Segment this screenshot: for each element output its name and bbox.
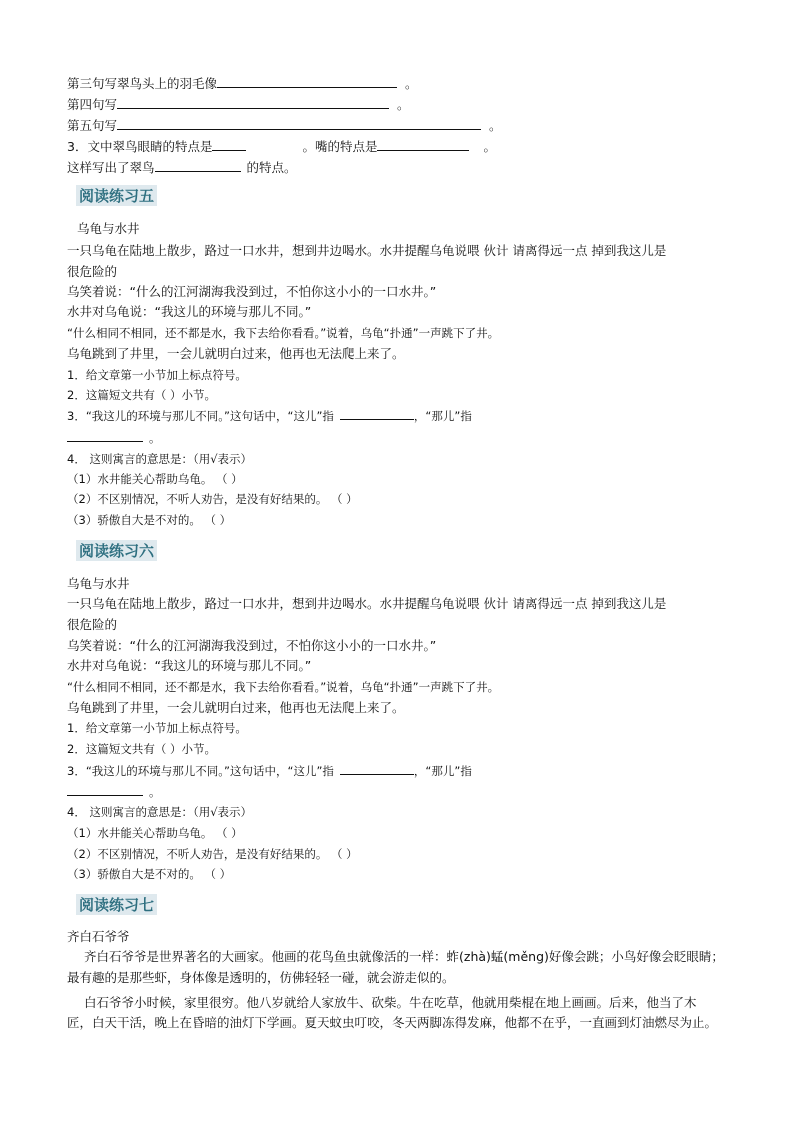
answer-blank [212,137,246,151]
section-title-5 [76,186,157,206]
paragraph-1-cont: 很危险的 [67,617,118,632]
text: 3．“我这儿的环境与那儿不同。”这句话中，“这儿”指 [67,409,334,423]
answer-blank [155,158,241,172]
paragraph-4: “什么相同不相同，还不都是水，我下去给你看看。”说着，乌龟“扑通”一声跳下了井。 [67,326,500,340]
question-line-5 [67,116,502,135]
option-2: （2）不区别情况，不听人劝告，是没有好结果的。 （ ） [67,847,358,861]
story-title: 齐白石爷爷 [67,929,130,944]
text: 。嘴的特点是 [302,139,378,154]
question-4: 4． 这则寓言的意思是：（用√表示） [67,452,253,466]
text: 3．文中翠鸟眼睛的特点是 [67,139,213,154]
question-3 [67,406,472,425]
answer-blank [377,137,469,151]
text: ，“那儿”指 [413,409,472,423]
question-1: 1．给文章第一小节加上标点符号。 [67,368,247,382]
question-3-cont [67,782,161,801]
text: 。 [149,431,161,445]
paragraph-5: 乌龟跳到了井里，一会儿就明白过来，他再也无法爬上来了。 [67,346,405,361]
option-3: （3）骄傲自大是不对的。 （ ） [67,867,232,881]
paragraph-5: 乌龟跳到了井里，一会儿就明白过来，他再也无法爬上来了。 [67,700,405,715]
answer-blank [340,761,414,775]
option-1: （1）水井能关心帮助乌龟。 （ ） [67,826,243,840]
text: 第四句写 [67,97,118,112]
paragraph-3: 水井对乌龟说：“我这儿的环境与那儿不同。” [67,658,312,673]
text: 。 [489,118,502,133]
text: 。 [483,139,496,154]
answer-blank [340,406,414,420]
section-heading: 阅读练习六 [76,540,157,561]
text: 的特点。 [246,160,297,175]
paragraph-3: 水井对乌龟说：“我这儿的环境与那儿不同。” [67,304,312,319]
text: 这样写出了翠鸟 [67,160,155,175]
text: 。 [149,785,161,799]
paragraph-1: 齐白石爷爷是世界著名的大画家。他画的花鸟鱼虫就像活的一样：蚱(zhà)蜢(měng)好像会跳；小鸟好像会眨眼睛； [84,949,724,964]
question-2: 2．这篇短文共有（ ）小节。 [67,742,216,756]
section-title-7 [76,895,157,915]
question-3 [67,761,472,780]
answer-blank [67,428,143,442]
answer-blank [217,74,397,88]
text: 第三句写翠鸟头上的羽毛像 [67,76,218,91]
answer-blank [67,782,143,796]
text: 第五句写 [67,118,118,133]
question-3-cont [67,428,161,447]
question-4: 4． 这则寓言的意思是：（用√表示） [67,805,253,819]
paragraph-2: 白石爷爷小时候，家里很穷。他八岁就给人家放牛、砍柴。牛在吃草，他就用柴棍在地上画画。后来，他当了木 [84,995,697,1010]
question-2: 2．这篇短文共有（ ）小节。 [67,388,216,402]
paragraph-2: 乌笑着说：“什么的江河湖海我没到过，不怕你这小小的一口水井。” [67,284,437,299]
story-title: 乌龟与水井 [67,576,130,591]
question-3 [67,137,496,156]
text: ，“那儿”指 [413,764,472,778]
text: 3．“我这儿的环境与那儿不同。”这句话中，“这儿”指 [67,764,334,778]
text: 。 [405,76,418,91]
paragraph-1: 一只乌龟在陆地上散步，路过一口水井，想到井边喝水。水井提醒乌龟说喂 伙计 请离得远一点 掉到我这儿是 [67,596,667,611]
paragraph-1-cont: 很危险的 [67,264,118,279]
paragraph-4: “什么相同不相同，还不都是水，我下去给你看看。”说着，乌龟“扑通”一声跳下了井。 [67,680,500,694]
section-heading: 阅读练习七 [76,894,157,915]
answer-blank [117,95,389,109]
option-2: （2）不区别情况，不听人劝告，是没有好结果的。 （ ） [67,492,358,506]
story-title: 乌龟与水井 [77,221,140,236]
paragraph-2-cont: 匠，白天干活，晚上在昏暗的油灯下学画。夏天蚊虫叮咬，冬天两脚冻得发麻，他都不在乎，一直画到灯油燃尽为止。 [67,1015,718,1030]
answer-blank [117,116,481,130]
question-line-3 [67,74,418,93]
option-1: （1）水井能关心帮助乌龟。 （ ） [67,472,243,486]
paragraph-2: 乌笑着说：“什么的江河湖海我没到过，不怕你这小小的一口水井。” [67,638,437,653]
option-3: （3）骄傲自大是不对的。 （ ） [67,513,232,527]
question-3-cont [67,158,297,177]
section-title-6 [76,541,157,561]
paragraph-1-cont: 最有趣的是那些虾，身体像是透明的，仿佛轻轻一碰，就会游走似的。 [67,970,455,985]
question-1: 1．给文章第一小节加上标点符号。 [67,721,247,735]
question-line-4 [67,95,410,114]
text: 。 [397,97,410,112]
section-heading: 阅读练习五 [76,185,157,206]
paragraph-1: 一只乌龟在陆地上散步，路过一口水井，想到井边喝水。水井提醒乌龟说喂 伙计 请离得远一点 掉到我这儿是 [67,243,667,258]
